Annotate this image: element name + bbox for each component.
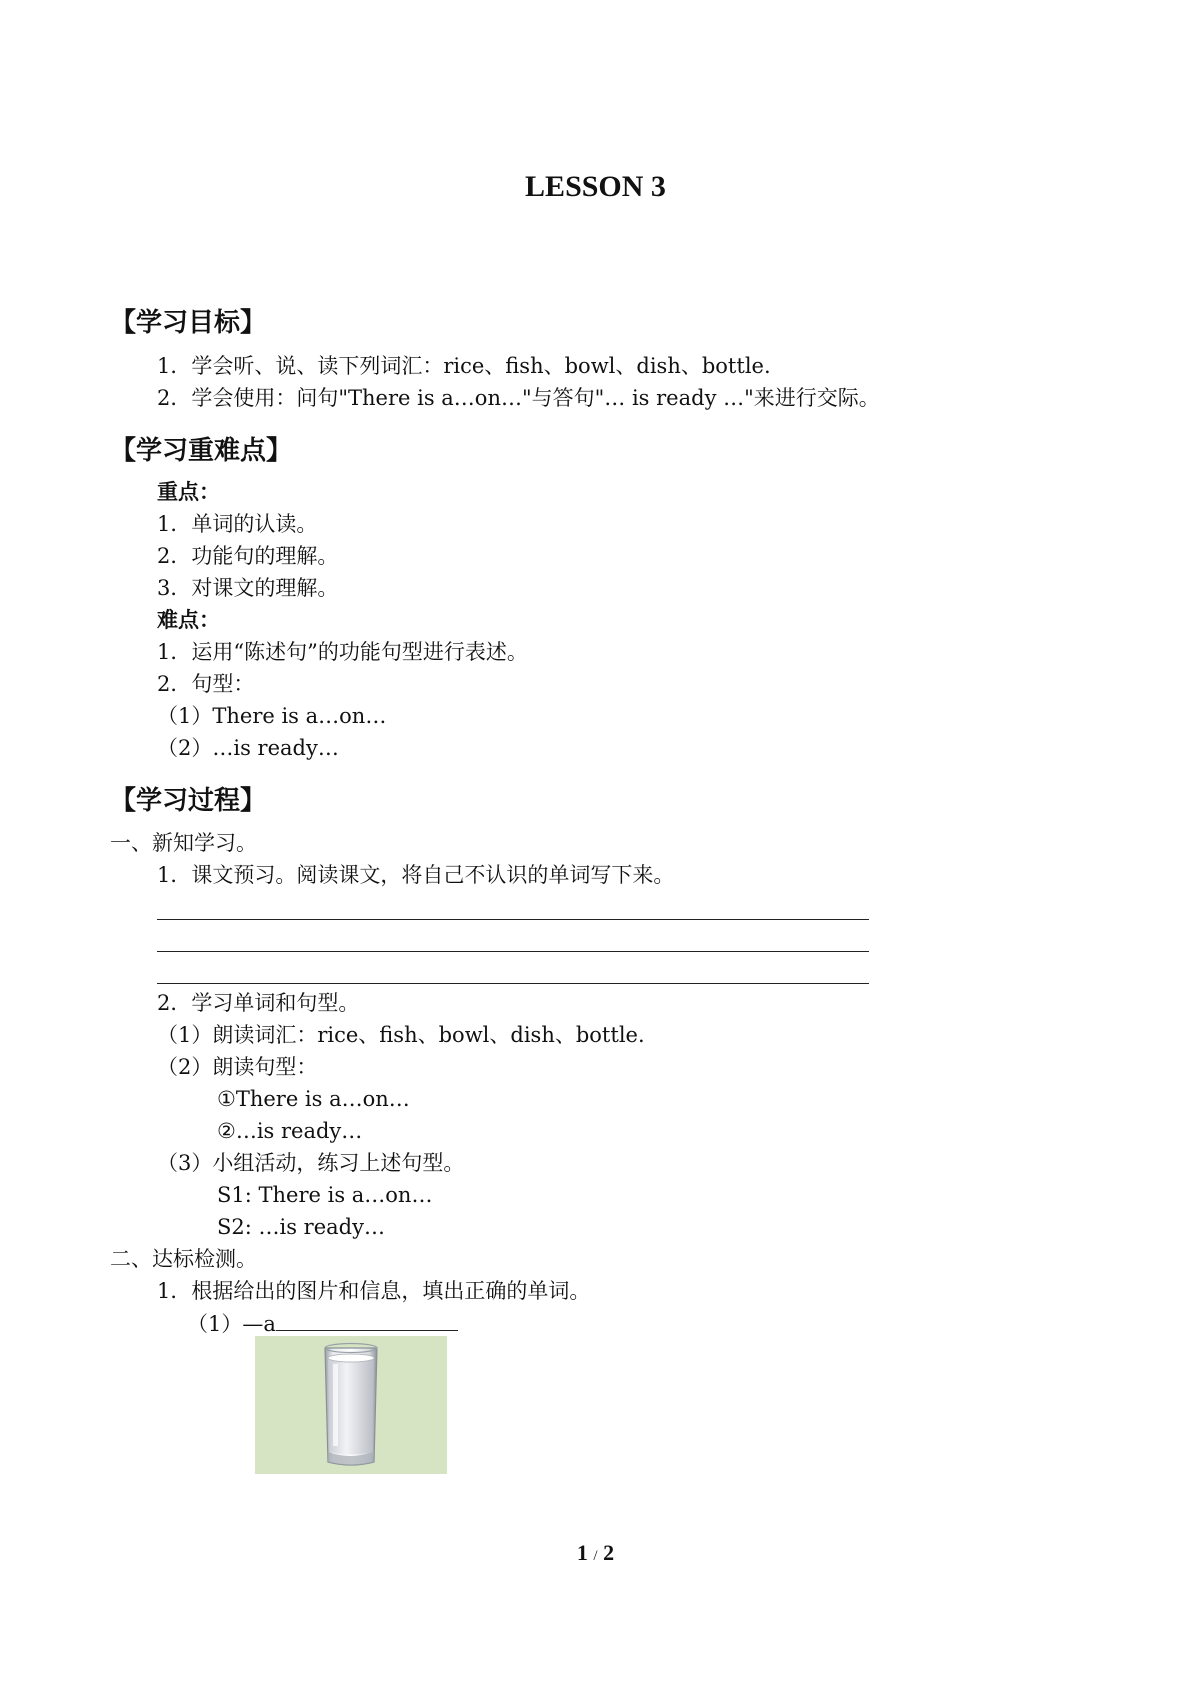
question-1-label: （1）—a (187, 1312, 276, 1336)
step2-text: 2．学习单词和句型。 (157, 991, 360, 1015)
question-1-blank[interactable] (276, 1308, 458, 1331)
glass-of-milk-image (255, 1336, 447, 1474)
pattern-1: （1）There is a…on… (157, 704, 387, 728)
sub1-text: （1）朗读词汇：rice、fish、bowl、dish、bottle. (157, 1023, 645, 1047)
section-heading-process: 【学习过程】 (110, 786, 267, 816)
sub2-pattern-b: ②…is ready… (217, 1119, 363, 1143)
goal-item-2: 2．学会使用：问句"There is a…on…"与答句"… is ready …"来进行交际。 (157, 386, 880, 410)
goal-item-1: 1．学会听、说、读下列词汇：rice、fish、bowl、dish、bottle. (157, 354, 771, 378)
dialog-s2: S2: …is ready… (217, 1215, 385, 1239)
section-heading-keypoints: 【学习重难点】 (110, 436, 293, 466)
key-label: 重点： (157, 479, 220, 504)
section-heading-goals: 【学习目标】 (110, 308, 267, 338)
part2-heading: 二、达标检测。 (110, 1247, 257, 1271)
answer-line-2[interactable] (157, 951, 869, 952)
page-title: LESSON 3 (525, 170, 666, 203)
step1-text: 1．课文预习。阅读课文，将自己不认识的单词写下来。 (157, 863, 675, 887)
key-item-3: 3．对课文的理解。 (157, 576, 339, 600)
sub2-pattern-a: ①There is a…on… (217, 1087, 410, 1111)
difficulty-item-1: 1．运用“陈述句”的功能句型进行表述。 (157, 640, 528, 664)
question-1 (187, 1308, 458, 1339)
glass-icon (255, 1336, 447, 1474)
key-item-1: 1．单词的认读。 (157, 512, 318, 536)
sub3-text: （3）小组活动，练习上述句型。 (157, 1151, 465, 1175)
answer-line-3[interactable] (157, 983, 869, 984)
page-number (0, 1540, 1191, 1566)
key-item-2: 2．功能句的理解。 (157, 544, 339, 568)
dialog-s1: S1: There is a…on… (217, 1183, 433, 1207)
part1-heading: 一、新知学习。 (110, 831, 257, 855)
pattern-2: （2）…is ready… (157, 736, 339, 760)
sub2-text: （2）朗读句型： (157, 1055, 318, 1079)
difficulty-item-2: 2．句型： (157, 672, 255, 696)
page-current: 1 (576, 1540, 588, 1565)
difficulty-label: 难点： (157, 607, 220, 632)
page-total: 2 (603, 1540, 615, 1565)
answer-line-1[interactable] (157, 919, 869, 920)
page-separator: / (593, 1548, 598, 1564)
test1-text: 1．根据给出的图片和信息，填出正确的单词。 (157, 1279, 591, 1303)
